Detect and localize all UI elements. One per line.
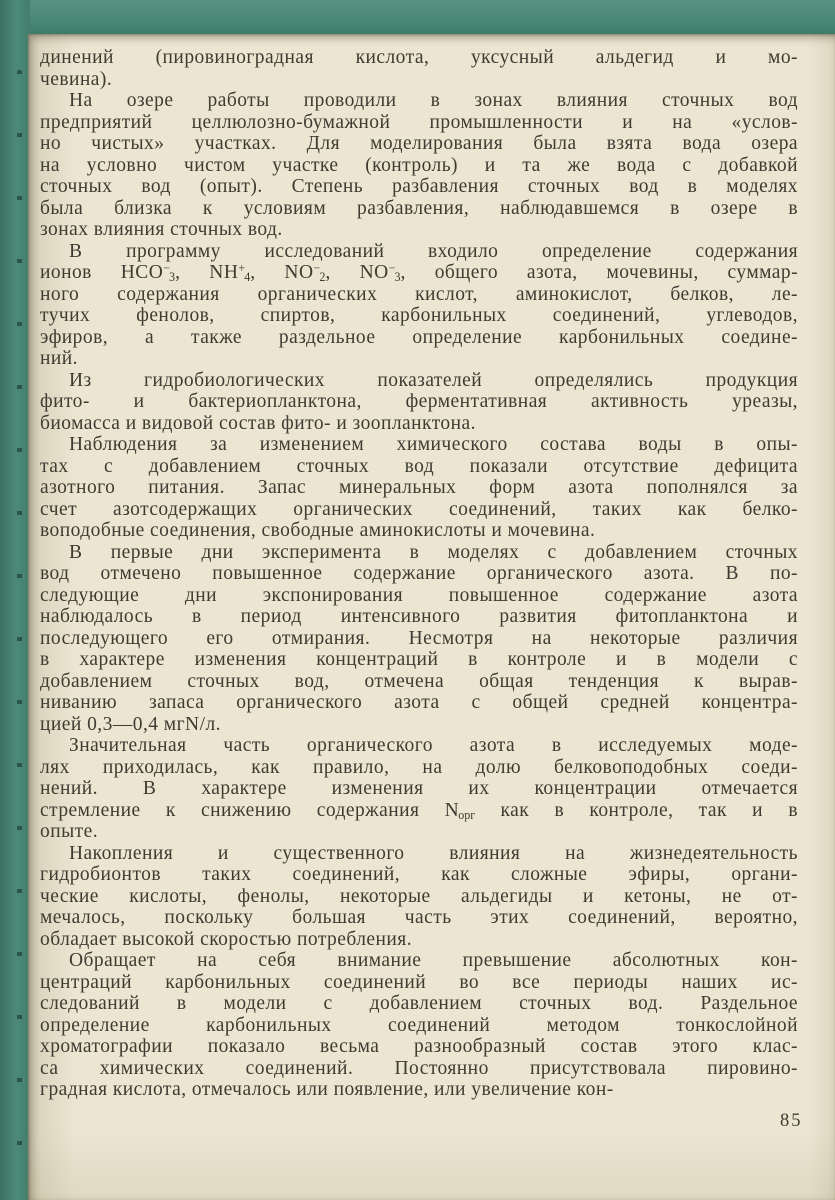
text-line: ний. (40, 348, 78, 369)
paragraph (40, 241, 798, 370)
text-line: зонах влияния сточных вод. (40, 219, 283, 240)
text-line: наблюдалось в период интенсивного развития фитопланктона и (40, 606, 798, 627)
text-line: Значительная часть органического азота в исследуемых моде- (69, 735, 798, 756)
text-line: фито- и бактериопланктона, ферментативная активность уреазы, (40, 391, 798, 412)
text-line: в характере изменения концентраций в контроле и в модели с (40, 649, 798, 670)
text-line: ческие кислоты, фенолы, некоторые альдегиды и кетоны, не от- (40, 885, 798, 907)
paragraph (40, 950, 798, 1101)
text-line: была близка к условиям разбавления, наблюдавшемся в озере в (40, 197, 798, 219)
text-line: В программу исследований входило определение содержания (69, 240, 798, 262)
text-line: В первые дни эксперимента в моделях с добавлением сточных (69, 541, 798, 563)
text-line: лях приходилась, как правило, на долю белковоподобных соеди- (40, 756, 798, 778)
paragraph (40, 90, 798, 241)
text-line: следующие дни экспонирования повышенное содержание азота (40, 584, 798, 606)
text-line: добавлением сточных вод, отмечена общая тенденция к вырав- (40, 670, 798, 692)
text-line: счет азотсодержащих органических соединений, таких как белко- (40, 498, 798, 520)
text-line: градная кислота, отмечалось или появление, или увеличение кон- (40, 1079, 614, 1100)
text-line: Из гидробиологических показателей определялись продукция (69, 369, 798, 391)
book-binding-left (0, 0, 30, 1200)
paragraph (40, 47, 798, 90)
text-line: азотного питания. Запас минеральных форм азота пополнялся за (40, 477, 798, 498)
paragraph (40, 735, 798, 843)
text-line: цией 0,3—0,4 мгN/л. (40, 713, 221, 735)
text-line: чевина). (40, 68, 113, 90)
text-line: вод отмечено повышенное содержание органического азота. В по- (40, 563, 798, 584)
text-line: биомасса и видовой состав фито- и зоопланктона. (40, 412, 476, 434)
text-block (40, 47, 798, 1101)
text-line: Обращает на себя внимание превышение абсолютных кон- (69, 950, 798, 971)
text-line: Наблюдения за изменением химического состава воды в опы- (69, 434, 798, 455)
text-line: динений (пировиноградная кислота, уксусный альдегид и мо- (40, 47, 798, 68)
text-line: На озере работы проводили в зонах влияния сточных вод (69, 90, 798, 111)
text-line: эфиров, а также раздельное определение карбонильных соедине- (40, 326, 798, 348)
text-line: хроматографии показало весьма разнообразный состав этого клас- (40, 1036, 798, 1057)
text-line: тах с добавлением сточных вод показали отсутствие дефицита (40, 455, 798, 477)
text-line: мечалось, поскольку большая часть этих соединений, вероятно, (40, 907, 798, 928)
text-line: но чистых» участках. Для моделирования была взята вода озера (40, 133, 798, 154)
text-line: ного содержания органических кислот, аминокислот, белков, ле- (40, 283, 798, 305)
text-line: са химических соединений. Постоянно присутствовала пировино- (40, 1057, 798, 1079)
text-line: нений. В характере изменения их концентрации отмечается (40, 778, 798, 799)
book-page (28, 34, 835, 1200)
text-line: тучих фенолов, спиртов, карбонильных соединений, углеводов, (40, 305, 798, 326)
text-line: стремление к снижению содержания $N_{орг}$ как в контроле, так и в (40, 799, 799, 822)
text-line: следований в модели с добавлением сточных вод. Раздельное (40, 993, 798, 1014)
text-line: ниванию запаса органического азота с общей средней концентра- (40, 692, 798, 713)
paragraph (40, 542, 798, 736)
text-line: предприятий целлюлозно-бумажной промышленности и на «услов- (40, 111, 798, 133)
text-line: ионов $HCO^-_3$, $NH^+_4$, $NO^-_2$, $NO^-_3$, общего азота, мочевины, суммар- (40, 261, 799, 284)
text-line: центраций карбонильных соединений во все периоды наших ис- (40, 971, 798, 993)
paragraph (40, 434, 798, 542)
book-binding-top (0, 0, 835, 34)
text-line: Накопления и существенного влияния на жизнедеятельность (69, 842, 798, 864)
text-line: опыте. (40, 821, 99, 842)
paragraph (40, 370, 798, 435)
text-line: на условно чистом участке (контроль) и та же вода с добавкой (40, 154, 798, 176)
paragraph (40, 843, 798, 951)
text-line: гидробионтов таких соединений, как сложные эфиры, органи- (40, 864, 798, 885)
text-line: последующего его отмирания. Несмотря на некоторые различия (40, 627, 798, 649)
text-line: сточных вод (опыт). Степень разбавления сточных вод в моделях (40, 176, 798, 197)
text-line: обладает высокой скоростью потребления. (40, 928, 413, 950)
page-number: 85 (780, 1111, 803, 1131)
text-line: определение карбонильных соединений методом тонкослойной (40, 1014, 798, 1036)
text-line: воподобные соединения, свободные аминокислоты и мочевина. (40, 520, 596, 541)
